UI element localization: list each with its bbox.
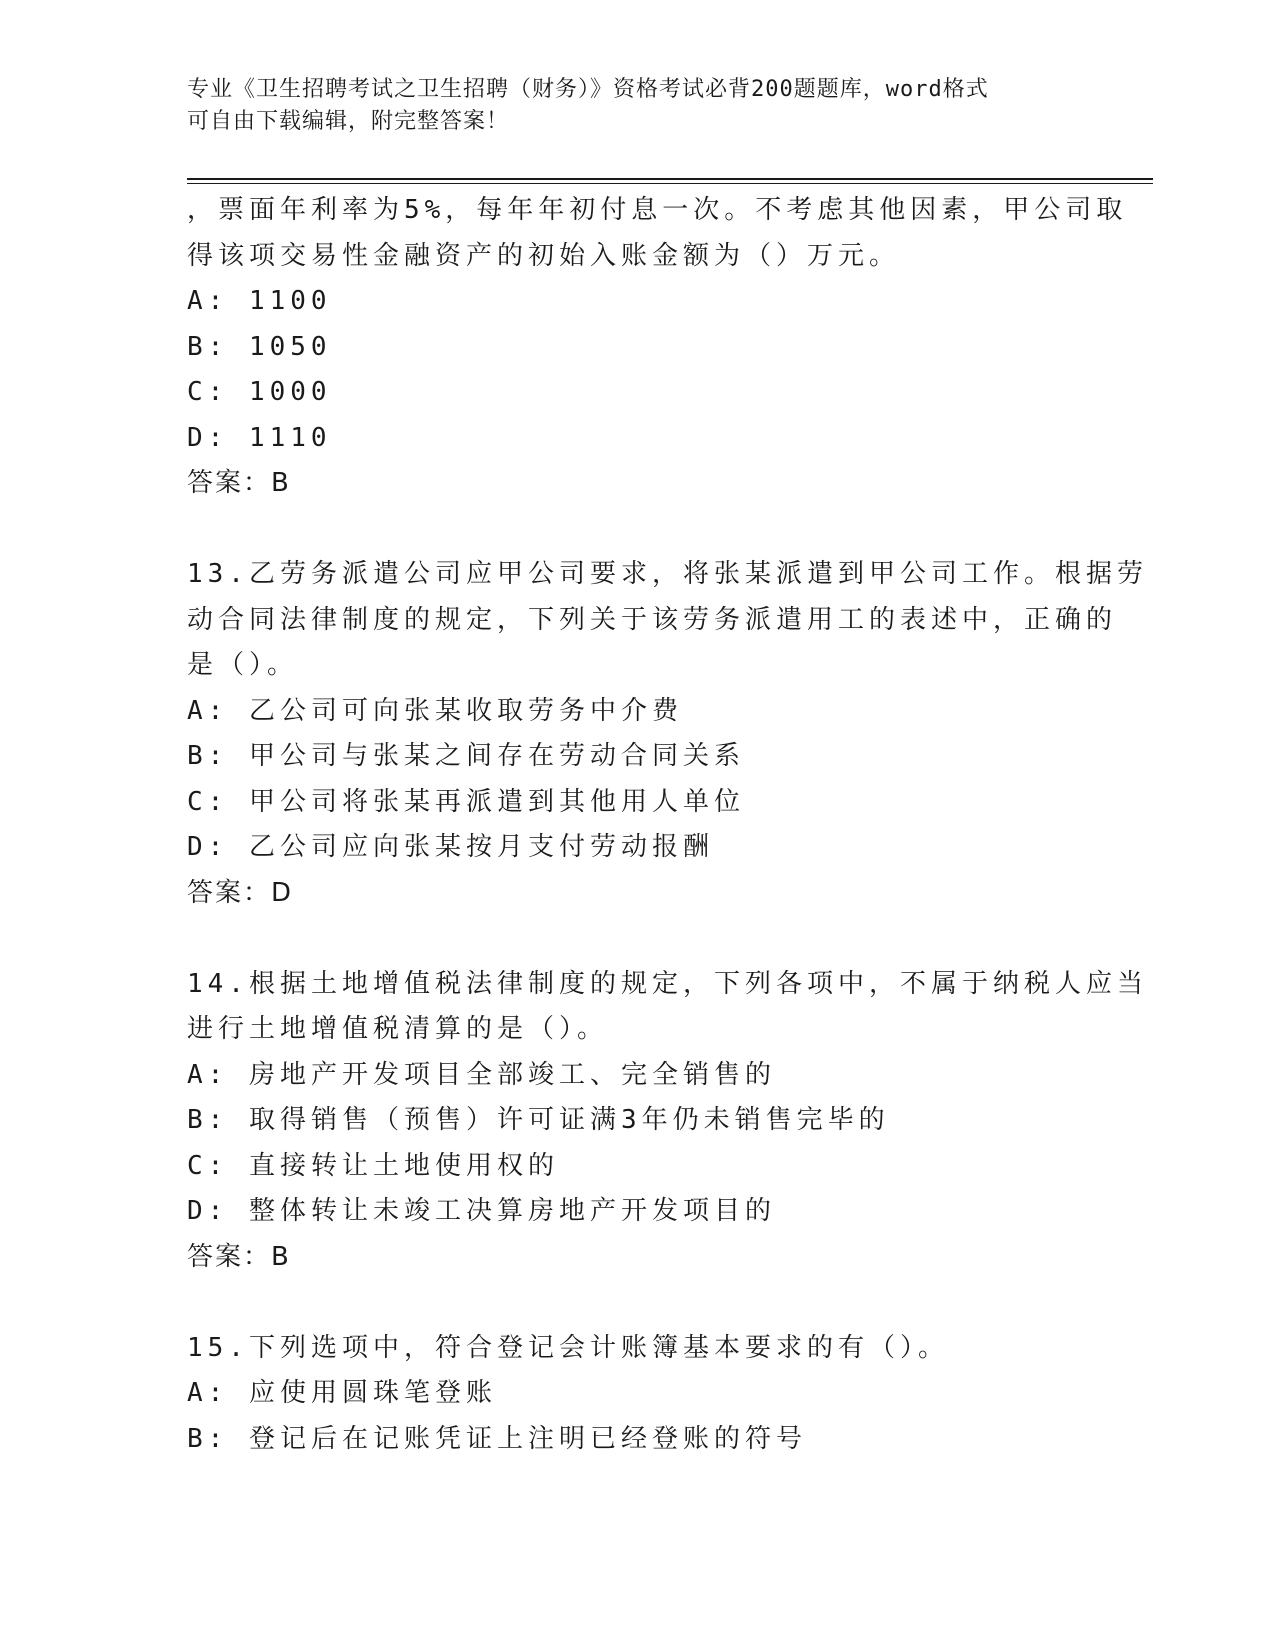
question-list: [187, 188, 1148, 1462]
question-stem-line: 是（）。: [187, 650, 299, 680]
option-a: A: 1100: [187, 286, 332, 316]
option-b: B: 甲公司与张某之间存在劳动合同关系: [187, 741, 745, 771]
header-divider-thick: [187, 178, 1153, 180]
question-stem-line: 15.下列选项中，符合登记会计账簿基本要求的有（）。: [187, 1332, 949, 1363]
header-title-line-1: 专业《卫生招聘考试之卫生招聘（财务）》资格考试必背200题题库，word格式: [187, 77, 989, 102]
option-a: A: 房地产开发项目全部竣工、完全销售的: [187, 1059, 776, 1090]
option-c: C: 甲公司将张某再派遣到其他用人单位: [187, 786, 745, 817]
option-b: B: 登记后在记账凭证上注明已经登账的符号: [187, 1423, 807, 1454]
document-header: [187, 74, 1067, 138]
question-stem-line: 14.根据土地增值税法律制度的规定，下列各项中，不属于纳税人应当: [187, 968, 1148, 999]
question-12: [187, 188, 1128, 507]
question-14: [187, 962, 1148, 1281]
header-divider-thin: [187, 183, 1153, 184]
option-d: D: 乙公司应向张某按月支付劳动报酬: [187, 832, 714, 862]
option-d: D: 1110: [187, 422, 332, 453]
answer-label: 答案：D: [187, 877, 294, 908]
spacer: [187, 1280, 1087, 1326]
option-d: D: 整体转让未竣工决算房地产开发项目的: [187, 1196, 776, 1226]
option-a: A: 乙公司可向张某收取劳务中介费: [187, 695, 683, 726]
question-stem-line: 动合同法律制度的规定，下列关于该劳务派遣用工的表述中，正确的: [187, 604, 1118, 635]
question-13: [187, 552, 1148, 916]
question-stem-line: ，票面年利率为5%，每年年初付息一次。不考虑其他因素，甲公司取: [187, 195, 1128, 225]
spacer: [187, 507, 1087, 553]
question-stem-line: 进行土地增值税清算的是（）。: [187, 1014, 609, 1044]
option-b: B: 取得销售（预售）许可证满3年仍未销售完毕的: [187, 1105, 890, 1135]
question-stem-line: 得该项交易性金融资产的初始入账金额为（）万元。: [187, 240, 901, 271]
header-title-line-2: 可自由下载编辑，附完整答案！: [187, 109, 510, 134]
option-c: C: 直接转让土地使用权的: [187, 1150, 559, 1181]
option-a: A: 应使用圆珠笔登账: [187, 1378, 497, 1408]
question-stem-line: 13.乙劳务派遣公司应甲公司要求，将张某派遣到甲公司工作。根据劳: [187, 559, 1148, 589]
answer-label: 答案：B: [187, 1241, 291, 1272]
option-b: B: 1050: [187, 331, 332, 362]
question-15: [187, 1326, 1087, 1463]
option-c: C: 1000: [187, 377, 332, 407]
spacer: [187, 916, 1087, 962]
answer-label: 答案：B: [187, 468, 291, 498]
